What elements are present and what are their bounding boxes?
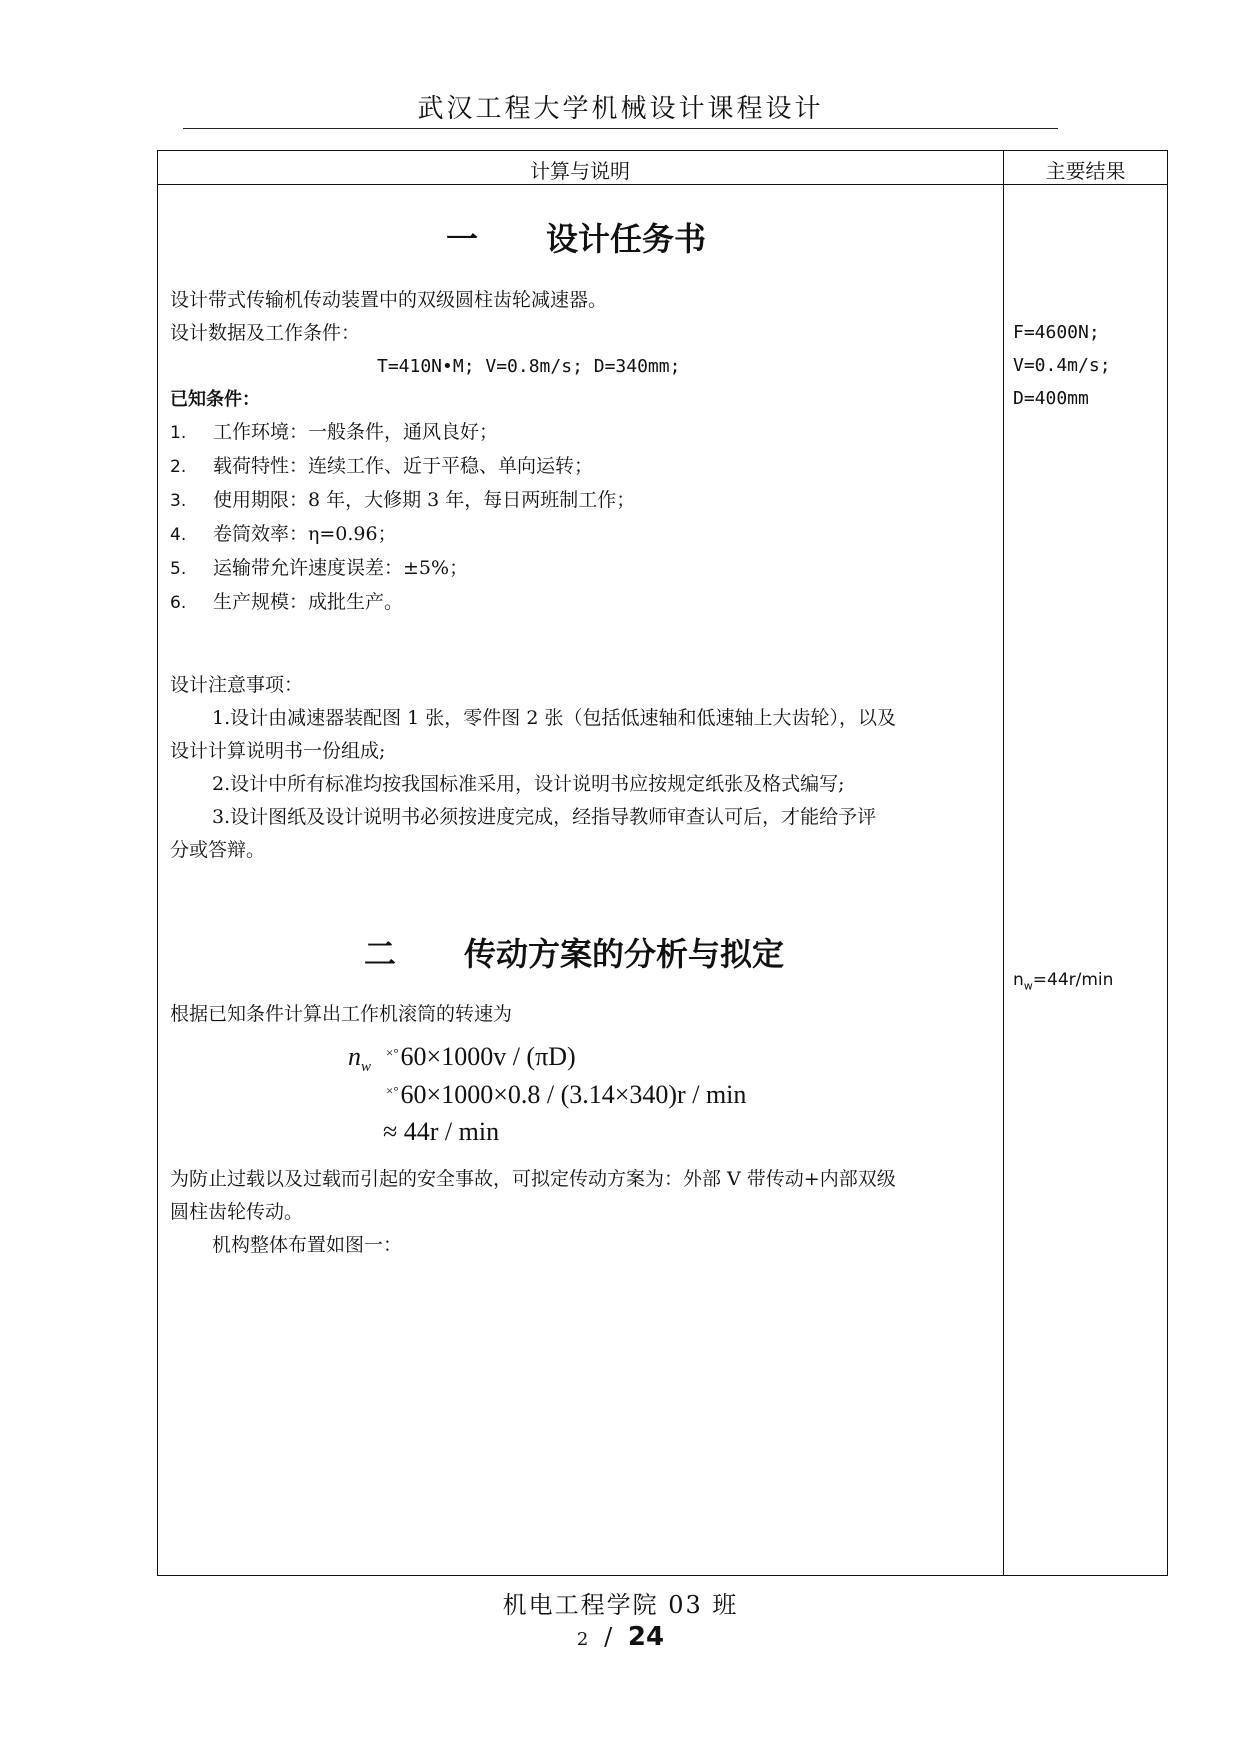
design-notes-label: 设计注意事项： (170, 674, 304, 696)
section1-title: 设计任务书 (546, 220, 707, 258)
known-conditions-label: 已知条件： (170, 389, 260, 410)
design-note-1: 1.设计由减速器装配图 1 张，零件图 2 张（包括低速轴和低速轴上大齿轮），以及 (212, 707, 896, 729)
design-data-label: 设计数据及工作条件： (170, 322, 361, 344)
scheme-text-cont: 圆柱齿轮传动。 (170, 1201, 304, 1223)
formula-lhs: $n_w$ (348, 1042, 372, 1076)
condition-item: 4. 卷筒效率：η=0.96； (170, 523, 397, 545)
formula-line-1: ×°60×1000v / (πD) (386, 1042, 576, 1071)
formula-line-2: ×°60×1000×0.8 / (3.14×340)r / min (386, 1080, 747, 1109)
section2-title: 传动方案的分析与拟定 (464, 935, 785, 973)
result-force: F=4600N; (1013, 322, 1100, 343)
header-rule (183, 128, 1058, 129)
document-header-title: 武汉工程大学机械设计课程设计 (417, 94, 824, 124)
condition-item: 5. 运输带允许速度误差：±5%； (170, 557, 469, 579)
unknown-symbol-icon: ×° (386, 1083, 399, 1098)
scheme-text: 为防止过载以及过载而引起的安全事故，可拟定传动方案为：外部 V 带传动+内部双级 (170, 1168, 896, 1190)
conditions-list (170, 416, 635, 620)
unknown-symbol-icon: ×° (386, 1045, 399, 1060)
section1-intro: 设计带式传输机传动装置中的双级圆柱齿轮减速器。 (170, 289, 608, 311)
section1-number: 一 (446, 220, 479, 258)
result-diameter: D=400mm (1013, 388, 1089, 409)
design-note-3: 3.设计图纸及设计说明书必须按进度完成，经指导教师审查认可后，才能给予评 (212, 806, 877, 828)
section2-intro: 根据已知条件计算出工作机滚筒的转速为 (170, 1003, 513, 1025)
page-number: 2 / 24 (576, 1622, 665, 1652)
design-note-1-cont: 设计计算说明书一份组成; (170, 740, 386, 762)
design-note-3-cont: 分或答辩。 (170, 839, 266, 861)
column-header-results: 主要结果 (1045, 159, 1126, 183)
condition-item: 2. 载荷特性：连续工作、近于平稳、单向运转； (170, 455, 594, 477)
condition-item: 3. 使用期限：8 年，大修期 3 年，每日两班制工作； (170, 489, 636, 511)
column-header-main: 计算与说明 (530, 159, 630, 183)
result-velocity: V=0.4m/s; (1013, 355, 1111, 376)
header-row-divider (157, 184, 1168, 185)
design-params: T=410N•M; V=0.8m/s; D=340mm; (377, 356, 681, 377)
layout-text: 机构整体布置如图一： (212, 1234, 403, 1256)
condition-item: 1. 工作环境：一般条件，通风良好； (170, 421, 499, 443)
footer-school: 机电工程学院 03 班 (502, 1591, 739, 1619)
result-nw: $n_w=44r/\min$ (1013, 970, 1114, 993)
column-divider (1003, 150, 1004, 1576)
design-note-2: 2.设计中所有标准均按我国标准采用，设计说明书应按规定纸张及格式编写; (212, 773, 845, 795)
formula-line-3: ≈ 44r / min (383, 1117, 500, 1146)
section2-number: 二 (364, 935, 397, 973)
condition-item: 6. 生产规模：成批生产。 (170, 591, 404, 613)
